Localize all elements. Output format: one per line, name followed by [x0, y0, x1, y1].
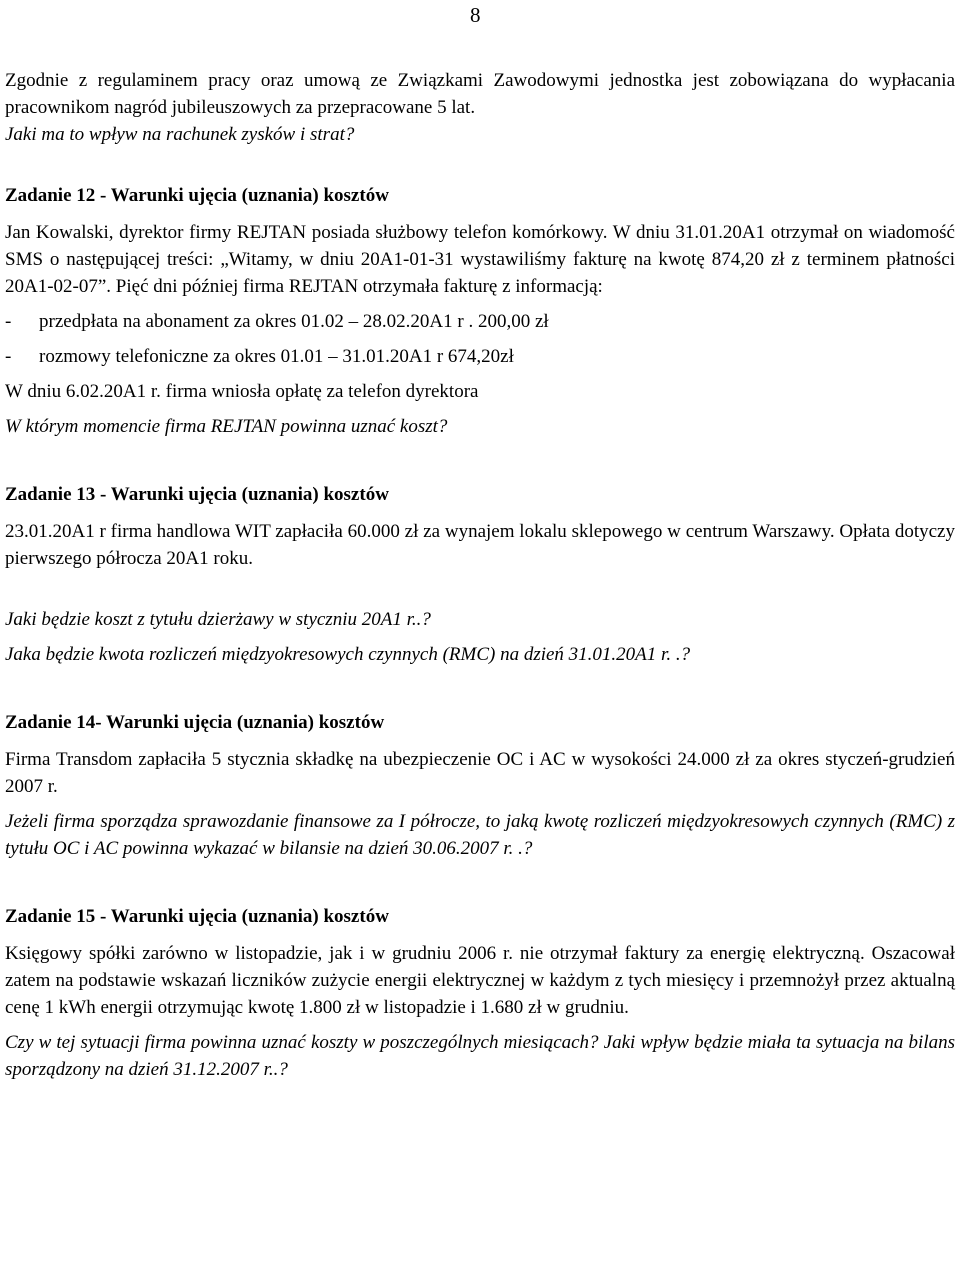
list-dash: -	[5, 346, 12, 367]
list-dash: -	[5, 311, 12, 332]
document-body	[5, 67, 955, 1083]
task15-paragraph: Księgowy spółki zarówno w listopadzie, jak i w grudniu 2006 r. nie otrzymał faktury za energię elektryczną. Oszacował zatem na podstawie wskazań liczników zużycie energii elektrycznej w każdym z tych miesięcy i przemnożył przez aktualną cenę 1 kWh energii otrzymując kwotę 1.800 zł w listopadzie i 1.680 zł w grudniu.	[5, 943, 955, 1018]
task13-paragraph: 23.01.20A1 r firma handlowa WIT zapłaciła 60.000 zł za wynajem lokalu sklepowego w centrum Warszawy. Opłata dotyczy pierwszego półrocza 20A1 roku.	[5, 521, 955, 569]
list-item-text: przedpłata na abonament za okres 01.02 – 28.02.20A1 r . 200,00 zł	[39, 311, 549, 332]
task12-after: W dniu 6.02.20A1 r. firma wniosła opłatę za telefon dyrektora	[5, 381, 479, 402]
task14-heading: Zadanie 14- Warunki ujęcia (uznania) kosztów	[5, 712, 385, 733]
task15-heading: Zadanie 15 - Warunki ujęcia (uznania) kosztów	[5, 906, 389, 927]
task13-heading: Zadanie 13 - Warunki ujęcia (uznania) kosztów	[5, 484, 389, 505]
task15-question: Czy w tej sytuacji firma powinna uznać koszty w poszczególnych miesiącach? Jaki wpływ będzie miała ta sytuacja na bilans sporządzony na dzień 31.12.2007 r..?	[5, 1032, 955, 1080]
task12-heading: Zadanie 12 - Warunki ujęcia (uznania) kosztów	[5, 185, 389, 206]
list-item	[5, 343, 955, 370]
task13-question-1: Jaki będzie koszt z tytułu dzierżawy w styczniu 20A1 r..?	[5, 609, 431, 630]
task12-question: W którym momencie firma REJTAN powinna uznać koszt?	[5, 416, 448, 437]
intro-question: Jaki ma to wpływ na rachunek zysków i strat?	[5, 124, 355, 145]
task14-question: Jeżeli firma sporządza sprawozdanie finansowe za I półrocze, to jaką kwotę rozliczeń międzyokresowych czynnych (RMC) z tytułu OC i AC powinna wykazać w bilansie na dzień 30.06.2007 r. .?	[5, 811, 955, 859]
task13-question-2: Jaka będzie kwota rozliczeń międzyokresowych czynnych (RMC) na dzień 31.01.20A1 r. .?	[5, 644, 691, 665]
page-number: 8	[470, 3, 481, 27]
list-item-text: rozmowy telefoniczne za okres 01.01 – 31.01.20A1 r 674,20zł	[39, 346, 514, 367]
task12-paragraph: Jan Kowalski, dyrektor firmy REJTAN posiada służbowy telefon komórkowy. W dniu 31.01.20A1 otrzymał on wiadomość SMS o następującej treści: „Witamy, w dniu 20A1-01-31 wystawiliśmy fakturę na kwotę 874,20 zł z terminem płatności 20A1-02-07”. Pięć dni później firma REJTAN otrzymała fakturę z informacją:	[5, 222, 955, 297]
list-item	[5, 308, 955, 335]
intro-paragraph: Zgodnie z regulaminem pracy oraz umową ze Związkami Zawodowymi jednostka jest zobowiązana do wypłacania pracownikom nagród jubileuszowych za przepracowane 5 lat.	[5, 70, 955, 118]
task14-paragraph: Firma Transdom zapłaciła 5 stycznia składkę na ubezpieczenie OC i AC w wysokości 24.000 zł za okres styczeń-grudzień 2007 r.	[5, 749, 955, 797]
